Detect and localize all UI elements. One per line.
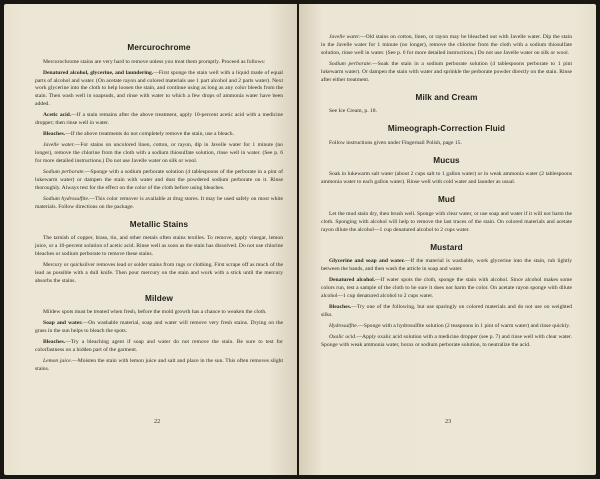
- mercurochrome-paragraph: [35, 142, 283, 166]
- mimeo-paragraph: Follow instructions given under Fingernail Polish, page 15.: [329, 139, 462, 146]
- paragraph-text: —First sponge the stain well with a liquid made of equal parts of alcohol and water. (On acetate rayon and colored materials use 1 part alcohol and 2 parts water). Next work glycerine into the cloth to help loosen the stain, and continue using as long as any color bleeds from the stain. Then wash well in soapsuds, and rinse with water to which a few drops of ammonia water have been added.: [35, 69, 283, 108]
- paragraph-lead: Javelle water.: [43, 142, 75, 149]
- paragraph-text: —Apply oxalic acid solution with a medicine dropper (see p. 7) and rinse well with clear water. Sponge with weak ammonia water, borax or sodium perborate solution, to neutralize the acid.: [321, 333, 572, 348]
- heading-mucus: Mucus: [433, 155, 460, 165]
- heading-milk-and-cream: Milk and Cream: [415, 92, 478, 102]
- paragraph-text: —If the above treatments do not completely remove the stain, use a bleach.: [65, 131, 234, 138]
- mercurochrome-paragraph: [35, 131, 283, 139]
- heading-mud: Mud: [437, 195, 456, 205]
- mildew-intro: Mildew spots must be treated when fresh, before the mold growth has a chance to weaken the cloth.: [43, 309, 267, 316]
- mercurochrome-paragraph: [35, 112, 283, 128]
- paragraph-lead: Sodium perborate.: [329, 60, 372, 67]
- mustard-paragraph: [321, 258, 572, 274]
- continued-paragraph: [321, 34, 572, 58]
- mildew-paragraph: [35, 320, 283, 336]
- paragraph-lead: Acetic acid.: [43, 112, 72, 119]
- heading-mercurochrome: Mercurochrome: [127, 43, 191, 52]
- heading-mildew: Mildew: [145, 293, 173, 303]
- continued-paragraph: [321, 61, 572, 85]
- paragraph-text: —On washable material, soap and water will remove very fresh stains. Drying on the grass in the sun helps to bleach the spots.: [35, 320, 283, 335]
- paragraph-text: —Sponge with a sodium perborate solution (4 tablespoons of the perborate in a pint of lukewarm water) or dampen the stain with water and dust the powdered sodium perborate on it. Rinse thoroughly. Always test for the effect on the color of the cloth before using bleaches.: [35, 168, 283, 191]
- mustard-paragraph: [321, 277, 572, 301]
- paragraph-lead: Bleaches.: [329, 304, 352, 311]
- paragraph-text: —Try a bleaching agent if soap and water do not remove the stain. Be sure to test for colorfastness on a hidden part of the garment.: [35, 339, 283, 354]
- paragraph-text: —Try one of the following, but use sparingly on colored materials and do not use on weighted silks.: [321, 304, 572, 319]
- paragraph-text: —If the material is washable, work glycerine into the stain, rub lightly between the hands, and then wash the article in soap and water.: [321, 258, 572, 273]
- milk-paragraph: See Ice Cream, p. 18.: [329, 108, 377, 115]
- paragraph-lead: Sodium hydrosulfite.: [43, 195, 90, 202]
- metallic-paragraph: The tarnish of copper, brass, tin, and other metals often stains textiles. To remove, apply vinegar, lemon juice, or a 10-percent solution of acetic acid. Rinse well as soon as the stain has dissolved. Do not use chlorine bleaches or sodium perborate to remove these stains.: [35, 235, 283, 258]
- paragraph-lead: Javelle water.: [329, 34, 361, 40]
- metallic-paragraph: Mercury or quicksilver removes lead or solder stains from rugs or clothing. First scrape off as much of the lead as possible with a dull knife. Then pour mercury on the stain and work with a stick until the mercury absorbs the stains.: [35, 262, 283, 284]
- page-number: 23: [445, 418, 452, 426]
- mustard-paragraph: [321, 323, 572, 331]
- paragraph-lead: Bleaches.: [43, 339, 66, 346]
- paragraph-text: —Soak the stain in a sodium perborate solution (4 tablespoons perborate to 1 pint lukewarm water). Or dampen the stain with water and sprinkle the perborate powder directly on the stain. Rinse after either treatment.: [321, 60, 572, 83]
- book-spread: [4, 4, 596, 475]
- heading-mustard: Mustard: [430, 242, 463, 252]
- paragraph-lead: Soap and water.: [43, 320, 83, 327]
- paragraph-lead: Bleaches.: [43, 131, 66, 138]
- page-number: 22: [154, 418, 161, 426]
- paragraph-text: —Moisten the stain with lemon juice and salt and place in the sun. This often removes slight stains.: [35, 358, 283, 373]
- mercurochrome-paragraph: [35, 169, 283, 193]
- mildew-paragraph: [35, 339, 283, 355]
- heading-metallic-stains: Metallic Stains: [129, 219, 189, 229]
- paragraph-text: —Old stains on cotton, linen, or rayon may be bleached out with Javelle water. Dip the stain in the Javelle water for 1 minute (no longer), remove the chlorine from the cloth with a sodium thiosulfate solution, rinse well in water. (See p. 6 for more detailed instructions.) Do not use Javelle water on silk or wool.: [321, 34, 572, 56]
- paragraph-lead: Sodium perborate.: [43, 168, 85, 175]
- paragraph-text: —This color remover is available at drug stores. It may be used safely on most white materials. Follow directions on the package.: [35, 195, 284, 210]
- right-page: [299, 4, 596, 475]
- paragraph-lead: Lemon juice.: [43, 358, 73, 365]
- paragraph-text: —If a stain remains after the above treatment, apply 10-percent acetic acid with a medicine dropper; then rinse well in water.: [35, 112, 283, 127]
- paragraph-lead: Oxalic acid.: [329, 333, 357, 340]
- paragraph-text: —Sponge with a hydrosulfite solution (2 teaspoons in 1 pint of warm water) and rinse quickly.: [358, 322, 571, 329]
- heading-mimeograph: Mimeograph-Correction Fluid: [387, 124, 506, 134]
- mustard-paragraph: [321, 334, 572, 350]
- mucus-paragraph: Soak in lukewarm salt water (about 2 cups salt to 1 gallon water) or in weak ammonia water (2 tablespoons ammonia water to each gallon water). Rinse well with cold water and launder as usual.: [321, 171, 572, 186]
- paragraph-lead: Denatured alcohol, glycerine, and laundering.: [43, 69, 154, 76]
- left-page: [4, 4, 297, 475]
- mustard-paragraph: [321, 304, 572, 320]
- mercurochrome-paragraph: [35, 196, 283, 212]
- mercurochrome-intro: Mercurochrome stains are very hard to remove unless you treat them promptly. Proceed as follows:: [43, 58, 266, 65]
- paragraph-lead: Glycerine and soap and water.: [329, 258, 405, 265]
- mud-paragraph: Let the mud stain dry, then brush well. Sponge with clear water, or use soap and water if it will not harm the cloth. Sponging with alcohol will help to remove the last traces of the stain. On colored materials and acetate rayon dilute the alcohol—1 cup denatured alcohol to 2 cups water.: [321, 210, 572, 233]
- paragraph-text: —For stains on uncolored linen, cotton, or rayon, dip in Javelle water for 1 minute (no longer), remove the chlorine from the cloth with a sodium thiosulfate solution, rinse well in water. (See p. 6 for more detailed instructions.) Do not use Javelle water on silk or wool.: [35, 142, 283, 164]
- mercurochrome-paragraph: [35, 70, 283, 110]
- paragraph-text: —If water spots the cloth, sponge the stain with alcohol. Since alcohol makes some colors run, test a sample of the cloth to be sure it does not harm the color. On acetate rayon sponge with dilute alcohol—1 cup denatured alcohol to 2 cups water.: [321, 277, 572, 300]
- mildew-paragraph: [35, 358, 283, 374]
- paragraph-lead: Denatured alcohol.: [329, 277, 376, 284]
- paragraph-lead: Hydrosulfite.: [329, 322, 359, 329]
